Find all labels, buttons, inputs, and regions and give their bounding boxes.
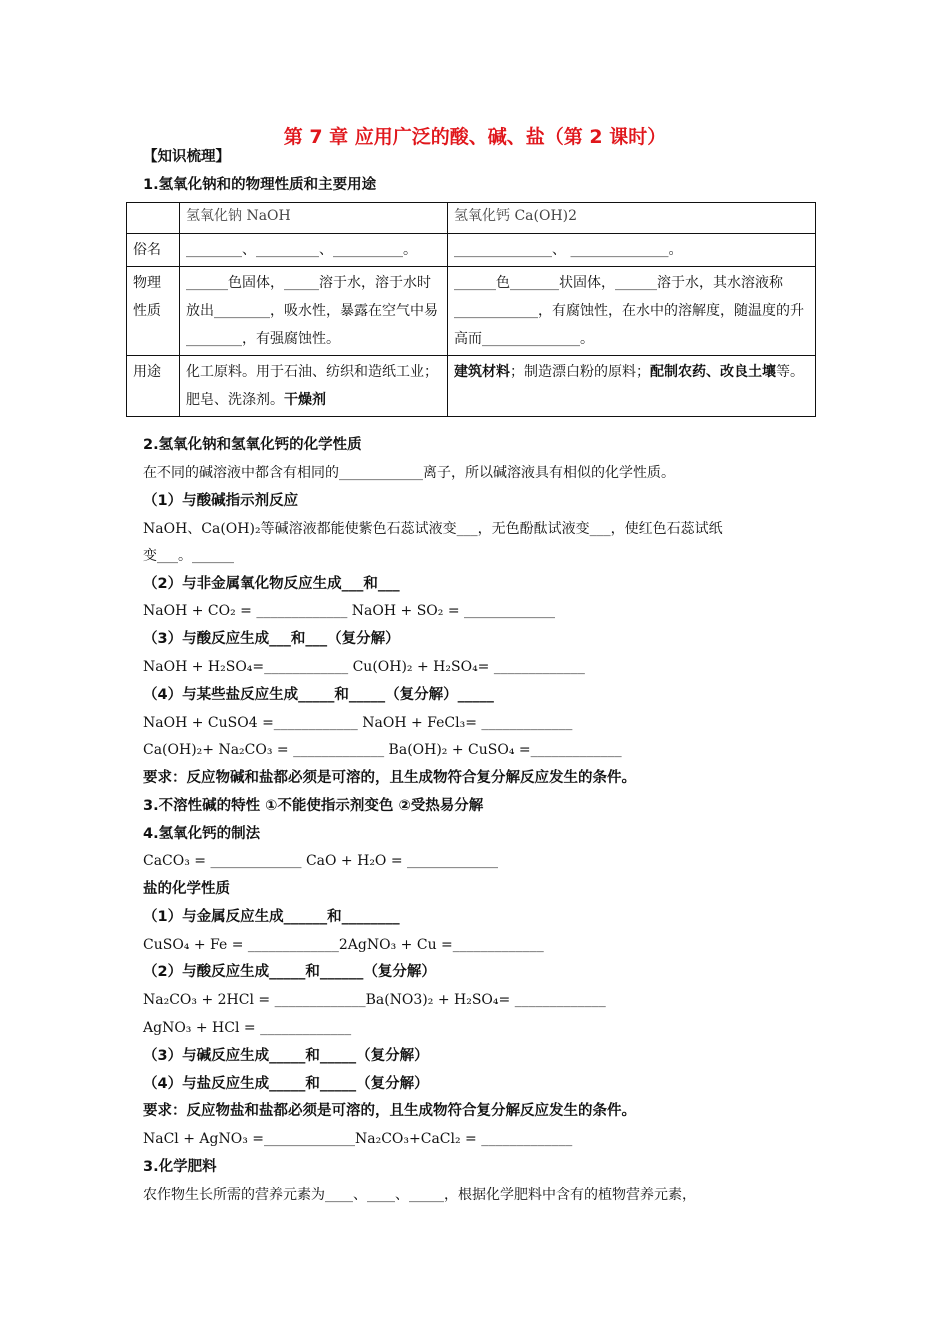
table-cell: ______色固体，_____溶于水，溶于水时放出________，吸水性，暴露在空气中易________，有强腐蚀性。 (180, 267, 448, 356)
table-cell: ______________、 ______________。 (448, 234, 816, 267)
text-line: NaOH + CO₂ = _____________ NaOH + SO₂ = _____________ (143, 603, 556, 619)
heading-line: （1）与金属反应生成______和________ (143, 909, 400, 925)
heading-line: （2）与酸反应生成_____和______（复分解） (143, 964, 436, 980)
table-cell (127, 203, 180, 234)
heading-1: 1.氢氧化钠和的物理性质和主要用途 (143, 177, 377, 193)
row-label: 用途 (127, 356, 180, 417)
table-row (127, 267, 816, 356)
text-line: 农作物生长所需的营养元素为____、____、_____，根据化学肥料中含有的植物营养元素， (143, 1187, 696, 1203)
usage-text: 等。 (776, 364, 804, 380)
usage-bold: 干燥剂 (284, 392, 326, 408)
heading-line: 3.化学肥料 (143, 1159, 217, 1175)
heading-line: （4）与某些盐反应生成_____和_____（复分解）_____ (143, 687, 494, 703)
text-line: 变___。______ (143, 548, 234, 564)
text-line: NaOH、Ca(OH)₂等碱溶液都能使紫色石蕊试液变___，无色酚酞试液变___，使红色石蕊试纸 (143, 521, 723, 537)
heading-line: （3）与酸反应生成___和___（复分解） (143, 631, 400, 647)
table-cell: ________、_________、__________。 (180, 234, 448, 267)
text-line: NaOH + CuSO4 =____________ NaOH + FeCl₃= _____________ (143, 715, 573, 731)
table-row (127, 234, 816, 267)
table-header-row (127, 203, 816, 234)
text-line: AgNO₃ + HCl = _____________ (143, 1020, 352, 1036)
text-line: NaOH + H₂SO₄=____________ Cu(OH)₂ + H₂SO₄= _____________ (143, 659, 585, 675)
table-cell: ______色_______状固体，______溶于水，其水溶液称____________，有腐蚀性，在水中的溶解度，随温度的升高而______________。 (448, 267, 816, 356)
text-line: Ca(OH)₂+ Na₂CO₃ = _____________ Ba(OH)₂ + CuSO₄ =_____________ (143, 742, 622, 758)
text-line: CuSO₄ + Fe = _____________2AgNO₃ + Cu =_____________ (143, 937, 544, 953)
row-label: 物理性质 (127, 267, 180, 356)
heading-line: （4）与盐反应生成_____和_____（复分解） (143, 1076, 429, 1092)
heading-line: 3.不溶性碱的特性 ①不能使指示剂变色 ②受热易分解 (143, 798, 484, 814)
text-line: CaCO₃ = _____________ CaO + H₂O = _____________ (143, 853, 499, 869)
usage-bold: 配制农药、改良土壤 (650, 364, 776, 380)
table-cell (448, 356, 816, 417)
heading-line: 要求：反应物盐和盐都必须是可溶的，且生成物符合复分解反应发生的条件。 (143, 1103, 636, 1119)
usage-bold: 建筑材料 (454, 364, 510, 380)
heading-line: 要求：反应物碱和盐都必须是可溶的，且生成物符合复分解反应发生的条件。 (143, 770, 636, 786)
heading-line: 盐的化学性质 (143, 881, 230, 897)
table-row (127, 356, 816, 417)
heading-line: （3）与碱反应生成_____和_____（复分解） (143, 1048, 429, 1064)
usage-text: 化工原料。用于石油、纺织和造纸工业；肥皂、洗涤剂。 (186, 364, 438, 408)
row-label: 俗名 (127, 234, 180, 267)
table-cell (180, 356, 448, 417)
text-line: NaCl + AgNO₃ =_____________Na₂CO₃+CaCl₂ = _____________ (143, 1131, 573, 1147)
heading-line: 2.氢氧化钠和氢氧化钙的化学性质 (143, 437, 362, 453)
usage-text: ；制造漂白粉的原料； (510, 364, 650, 380)
page-title: 第 7 章 应用广泛的酸、碱、盐（第 2 课时） (283, 126, 667, 148)
text-line: Na₂CO₃ + 2HCl = _____________Ba(NO3)₂ + H₂SO₄= _____________ (143, 992, 606, 1008)
heading-line: （2）与非金属氧化物反应生成___和___ (143, 576, 400, 592)
table-header-naoh: 氢氧化钠 NaOH (180, 203, 448, 234)
section-label: 【知识梳理】 (143, 149, 230, 165)
text-line: 在不同的碱溶液中都含有相同的____________离子，所以碱溶液具有相似的化学性质。 (143, 465, 675, 481)
properties-table (126, 202, 816, 417)
heading-line: （1）与酸碱指示剂反应 (143, 493, 299, 509)
table-header-caoh: 氢氧化钙 Ca(OH)2 (448, 203, 816, 234)
heading-line: 4.氢氧化钙的制法 (143, 826, 261, 842)
